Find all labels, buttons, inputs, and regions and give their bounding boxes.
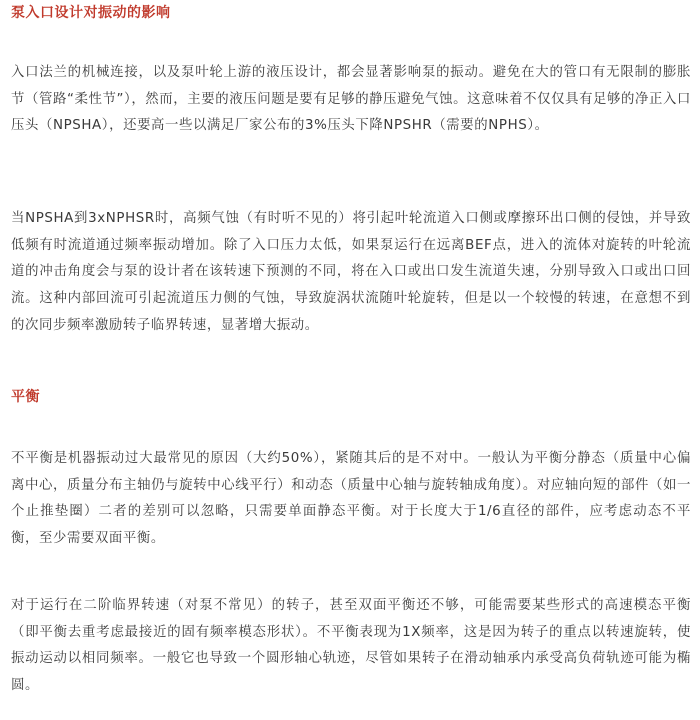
paragraph-unbalance-causes: 不平衡是机器振动过大最常见的原因（大约50%），紧随其后的是不对中。一般认为平衡分静态（质量中心偏离中心，质量分布主轴仍与旋转中心线平行）和动态（质量中心轴与旋转轴成角度）。对应轴向短的部件（如一个止推垫圈）二者的差别可以忽略，只需要单面静态平衡。对于长度大于1/6直径的部件，应考虑动态不平衡，至少需要双面平衡。 [11, 451, 691, 547]
section-title-balance: 平衡 [11, 389, 40, 405]
paragraph-inlet-flange: 入口法兰的机械连接，以及泵叶轮上游的液压设计，都会显著影响泵的振动。避免在大的管口有无限制的膨胀节（管路“柔性节”），然而，主要的液压问题是要有足够的静压避免气蚀。这意味着不仅仅具有足够的净正入口压头（NPSHA），还要高一些以满足厂家公布的3%压头下降NPSHR（需要的NPHS）。 [11, 65, 691, 134]
paragraph-npsha-cavitation: 当NPSHA到3xNPHSR时，高频气蚀（有时听不见的）将引起叶轮流道入口侧或摩擦环出口侧的侵蚀，并导致低频有时流道通过频率振动增加。除了入口压力太低，如果泵运行在远离BEF点，进入的流体对旋转的叶轮流道的冲击角度会与泵的设计者在该转速下预测的不同，将在入口或出口发生流道失速，分别导致入口或出口回流。这种内部回流可引起流道压力侧的气蚀，导致旋涡状流随叶轮旋转，但是以一个较慢的转速，在意想不到的次同步频率激励转子临界转速，显著增大振动。 [11, 211, 691, 333]
section-title-pump-inlet-design: 泵入口设计对振动的影响 [11, 5, 171, 21]
paragraph-high-speed-balancing: 对于运行在二阶临界转速（对泵不常见）的转子，甚至双面平衡还不够，可能需要某些形式的高速模态平衡（即平衡去重考虑最接近的固有频率模态形状）。不平衡表现为1X频率，这是因为转子的重点以转速旋转，使振动运动以相同频率。一般它也导致一个圆形轴心轨迹，尽管如果转子在滑动轴承内承受高负荷轨迹可能为椭圆。 [11, 598, 691, 694]
